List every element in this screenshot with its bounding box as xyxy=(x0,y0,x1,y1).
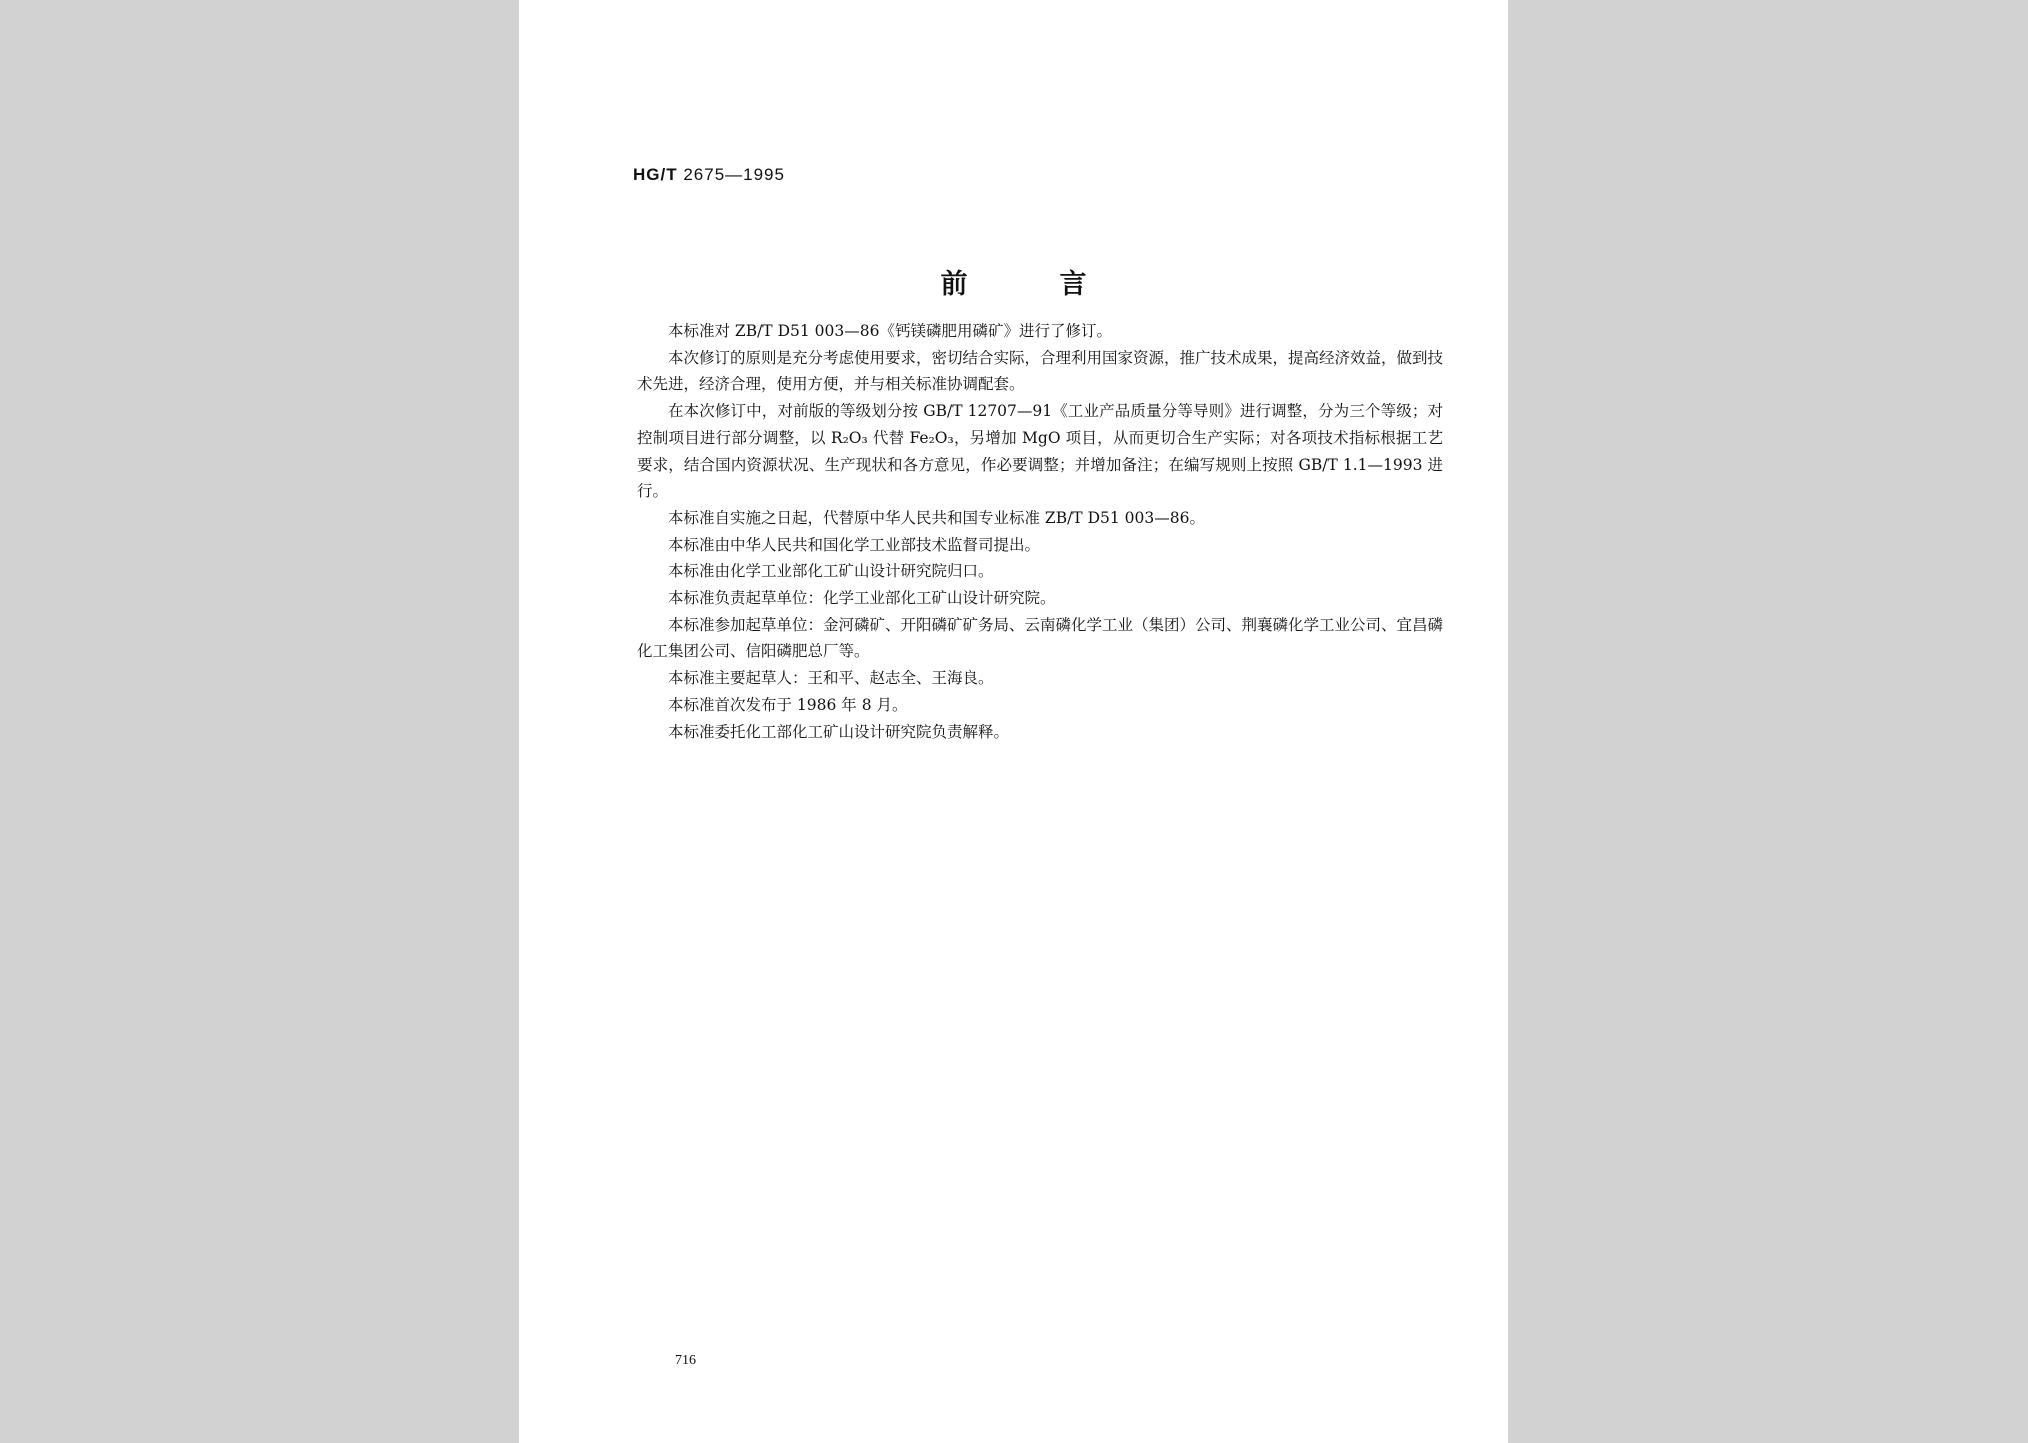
foreword-body xyxy=(637,318,1443,745)
foreword-heading: 前言 xyxy=(940,269,1179,300)
page-number: 716 xyxy=(675,1353,696,1368)
paragraph-centralized-by: 本标准由化学工业部化工矿山设计研究院归口。 xyxy=(668,562,994,581)
paragraph-interpretation: 本标准委托化工部化工矿山设计研究院负责解释。 xyxy=(668,722,1010,741)
paragraph-changes: 在本次修订中，对前版的等级划分按 GB/T 12707—91《工业产品质量分等导则》进行调整，分为三个等级；对控制项目进行部分调整，以 R₂O₃ 代替 Fe₂O₃，另增加 MgO 项目，从而更切合生产实际；对各项技术指标根据工艺要求，结合国内资源状况、生产现状和各方意见，作必要调整；并增加备注；在编写规则上按照 GB/T 1.1—1993 进行。 xyxy=(637,402,1443,501)
paragraph-drafters: 本标准主要起草人：王和平、赵志全、王海良。 xyxy=(668,669,994,688)
document-page xyxy=(519,0,1508,1443)
paragraph-revision: 本标准对 ZB/T D51 003—86《钙镁磷肥用磷矿》进行了修订。 xyxy=(668,322,1112,340)
paragraph-first-published: 本标准首次发布于 1986 年 8 月。 xyxy=(668,695,908,714)
paragraph-principles: 本次修订的原则是充分考虑使用要求，密切结合实际，合理利用国家资源，推广技术成果，提高经济效益，做到技术先进，经济合理，使用方便，并与相关标准协调配套。 xyxy=(637,348,1444,394)
paragraph-drafting-unit: 本标准负责起草单位：化学工业部化工矿山设计研究院。 xyxy=(668,589,1056,608)
paragraph-replacement: 本标准自实施之日起，代替原中华人民共和国专业标准 ZB/T D51 003—86。 xyxy=(668,508,1205,527)
standard-code xyxy=(633,165,785,185)
standard-code-prefix: HG/T xyxy=(633,165,678,184)
standard-code-number: 2675—1995 xyxy=(677,165,785,184)
paragraph-proposed-by: 本标准由中华人民共和国化学工业部技术监督司提出。 xyxy=(668,535,1041,554)
paragraph-participating-units: 本标准参加起草单位：金河磷矿、开阳磷矿矿务局、云南磷化学工业（集团）公司、荆襄磷化学工业公司、宜昌磷化工集团公司、信阳磷肥总厂等。 xyxy=(637,615,1444,661)
